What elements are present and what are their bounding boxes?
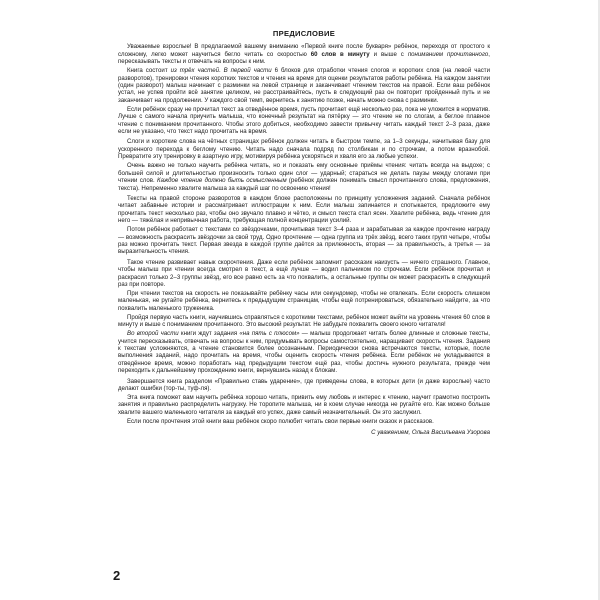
italic-text: пониманием прочитанного xyxy=(407,50,489,58)
page-number: 2 xyxy=(113,568,121,583)
italic-text: В первой части xyxy=(223,67,272,75)
italic-text: Во второй части xyxy=(127,330,179,338)
text-run: 6 блоков для отработки чтения слогов и коротких слов (на левой части разворотов), тренировки чтения коротких текстов и чтения на время для оценки результатов работы ребёнка. На каждом занятии (один разворот) малыш начинает с разминки на левой странице и заканчивает чтением текстов на правой. Если ваш ребёнок устал, не успев пройти всё занятие целиком, не расстраивайтесь, пусть в следующий раз он повторит пройденный путь и не заканчивает на продолжении. У каждого свой темп, вернитесь к занятию позже, начать можно снова с разминки. xyxy=(118,67,490,104)
text-run: Книга состоит xyxy=(127,67,171,75)
paragraph xyxy=(118,43,490,65)
text-run: . xyxy=(219,67,224,75)
preface-page xyxy=(118,30,490,590)
text-run: Слоги и короткие слова на чётных страницах ребёнок должен читать в быстром темпе, за 1–3 секунды, начитывая базу для ускоренного перехода к беглому чтению. Читать надо сначала подряд по столбикам и по строчкам, а потом вразнобой. Превратите эту тренировку в азартную игру, мотивируя ребёнка ускоряться и хваля его за любые успехи. xyxy=(118,138,490,161)
preface-body xyxy=(118,43,490,425)
paragraph xyxy=(118,67,490,104)
text-run: Уважаемые взрослые! В предлагаемой вашему вниманию «Первой книге после букваря» ребёнок, переходя от простого к сложному, легко может научиться бегло читать со скоростью xyxy=(118,43,490,58)
paragraph xyxy=(118,314,490,329)
text-run: , пересказывать тексты и отвечать на вопросы к ним. xyxy=(118,50,490,66)
text-run: Если ребёнок сразу не прочитал текст за отведённое время, пусть прочитает ещё несколько раз, пока не уложится в норматив. Лучше с самого начала приучить малыша, что конечный результат на пятёрку — это чтение не по слогам, а беглое плавное чтение с пониманием прочитанного. Чтобы этого добиться, необходимо завести привычку читать каждый текст 2–3 раза, даже если не указано, что текст надо прочитать на время. xyxy=(118,105,490,136)
paragraph xyxy=(118,330,490,374)
text-run: и выше с xyxy=(369,50,408,58)
page-title: ПРЕДИСЛОВИЕ xyxy=(272,30,336,38)
text-run: книги ждут задания xyxy=(178,330,240,338)
signature: С уважением, Ольга Васильевна Узорова xyxy=(371,429,490,437)
text-run: Очень важно не только научить ребёнка читать, но и показать ему основные приёмы чтения: читать всегда на выдохе; с большей силой и длительностью произносить только один слог — ударный; стараться не делать паузы между слогами при чтении слов. xyxy=(118,162,490,185)
paragraph xyxy=(118,226,490,256)
paragraph xyxy=(118,394,490,416)
bold-text: 60 слов в минуту xyxy=(310,50,370,58)
paragraph xyxy=(118,162,490,192)
text-run: — малыш продолжает читать более длинные и сложные тексты, учится пересказывать, отвечать на вопросы к ним, придумывать вопросы самостоятельно, наращивает скорость чтения. Задания к текстам усложняются, а чтение становится более осознанным. Периодически снова встречаются тексты, которые, после выполнения заданий, надо прочитать на время, чтобы оценить скорость чтения ребёнка. Если ребёнок не укладывается в отведённое время, можно поработать над предыдущим текстом ещё раз, чтобы достичь нужного результата, прежде чем переходить к дальнейшему прохождению книги, вернувшись назад к блокам. xyxy=(118,330,490,375)
italic-text: «на пять с плюсом» xyxy=(239,330,300,338)
paragraph xyxy=(118,378,490,393)
italic-text: Каждое чтение должно быть осмысленным xyxy=(156,177,287,185)
paragraph xyxy=(118,418,490,425)
italic-text: из трёх частей xyxy=(170,67,219,75)
text-run: (ребёнок должен понимать смысл прочитанного слова, предложения, текста). Непременно хвалите малыша за каждый шаг по освоению чтения! xyxy=(118,177,490,192)
paragraph xyxy=(118,259,490,289)
text-run: Потом ребёнок работает с текстами со звёздочками, прочитывая текст 3–4 раза и зарабатывая за каждое прочтение награду — возможность раскрасить звёздочки за свой труд. Одно прочтение — одна группа из трёх звёзд, всего таких групп четыре, чтобы раз можно прочитать текст. Первая звезда в каждой группе даётся за прилежность, вторая — за правильность, а третья — за выразительность чтения. xyxy=(118,226,490,256)
paragraph xyxy=(118,290,490,312)
text-run: Такое чтение развивает навык скорочтения. Даже если ребёнок запомнит рассказик наизусть — ничего страшного. Главное, чтобы малыш при чтении всегда смотрел в текст, а ещё лучше — водил пальчиком по строчкам. Если ребёнок прочитал и раскрасил только 2–3 группы звёзд, его все равно есть за что похвалить, а остальные группы он может раскрасить в следующий раз при повторе. xyxy=(118,258,490,288)
paragraph xyxy=(118,138,490,160)
paragraph xyxy=(118,106,490,136)
paragraph xyxy=(118,195,490,225)
text-run: Если после прочтения этой книги ваш ребёнок скоро полюбит читать свои первые книги сказок и рассказов. xyxy=(127,417,434,425)
text-run: Завершается книга разделом «Правильно ставь ударение», где приведены слова, в которых дети (и даже взрослые) часто делают ошибки (тор-ты, туф-ля). xyxy=(118,377,490,393)
text-run: При чтении текстов на скорость не показывайте ребёнку часы или секундомер, чтобы не отвлекать. Если скорость слишком маленькая, не ругайте ребёнка, вернитесь к предыдущим страницам, чтобы ещё потренироваться, обязательно найдите, за что похвалить маленького труженика. xyxy=(118,289,490,312)
text-run: Эта книга поможет вам научить ребёнка хорошо читать, привить ему любовь и интерес к чтению, научит грамотно построить занятия и правильно распределить нагрузку. Не торопите малыша, ни в коем случае никогда не ругайте его. Как можно больше хвалите вашего маленького читателя за каждый его успех, даже самый незначительный. Он это заслужил. xyxy=(118,394,490,416)
text-run: Пройдя первую часть книги, научившись справляться с короткими текстами, ребёнок может выйти на уровень чтения 60 слов в минуту и выше с пониманием прочитанного. Это высокий результат. Не забудьте похвалить своего юного читателя! xyxy=(118,313,490,329)
text-run: Тексты на правой стороне разворотов в каждом блоке расположены по принципу усложнения заданий. Сначала ребёнок читает забавные истории и рассматривает иллюстрации к ним. Если малыш запинается и спотыкается, предложите ему прочитать текст несколько раз, чтобы оно звучало плавно и чётко, и смысл текста стал ясен. Хвалите ребёнка, ведь чтение для него — тяжёлая и непривычная работа, требующая полной концентрации усилий. xyxy=(118,194,490,225)
